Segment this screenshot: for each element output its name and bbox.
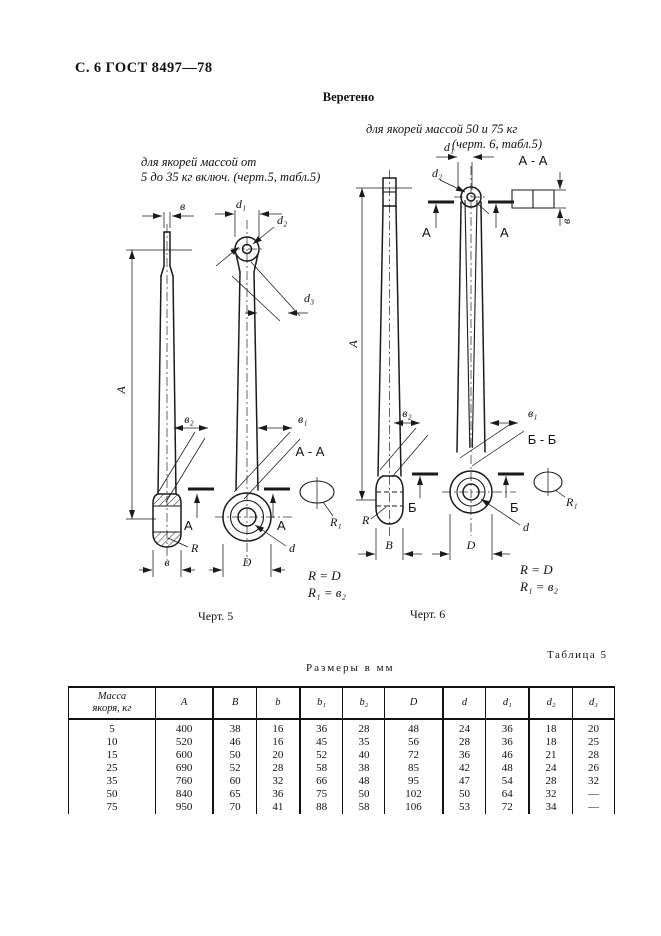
fig5-dim-D: D [242, 555, 252, 569]
table-cell: 15 [106, 749, 118, 761]
fig5-formula-1: R = D [308, 568, 341, 583]
fig5-dim-R1: R₁ [330, 515, 342, 529]
page-header: С. 6 ГОСТ 8497—78 [75, 60, 213, 76]
fig5-section-AA-label: А - А [295, 444, 325, 459]
table-cell: — [572, 788, 614, 801]
table-cell: 16 [256, 719, 299, 736]
table-cell: 60 [213, 775, 256, 788]
figure5-annotation-line1: для якорей массой от [141, 155, 257, 169]
fig5-dim-A: А [114, 386, 128, 394]
figure-5-drawing [112, 192, 362, 627]
table-cell: 48 [343, 775, 385, 788]
table-cell: 28 [343, 719, 385, 736]
table-cell: 50 [343, 788, 385, 801]
fig6-section-arrow-A-right: А [500, 225, 509, 240]
fig6-section-arrow-B-left: Б [408, 500, 417, 515]
fig5-dim-R: R [191, 541, 199, 555]
table-cell: 24 [443, 719, 486, 736]
table-cell: 50 [443, 788, 486, 801]
table-cell: 58 [300, 762, 343, 775]
table-cell: 24 [529, 762, 572, 775]
table-cell: 52 [300, 749, 343, 762]
fig6-dim-v1: в₁ [528, 406, 538, 420]
table-cell: 38 [213, 719, 256, 736]
table-cell: 32 [529, 788, 572, 801]
fig5-dimensions [114, 197, 346, 600]
fig5-dim-v1: в₁ [298, 412, 308, 426]
fig5-dim-d1: d₁ [235, 197, 247, 211]
table-cell: 760 [156, 775, 214, 788]
table-cell: 106 [385, 801, 443, 814]
fig5-dim-v2: в₂ [184, 412, 194, 426]
figure6-annotation-line1: для якорей массой 50 и 75 кг [366, 122, 518, 136]
table-title: Таблица 5 [547, 649, 608, 661]
table-cell: 102 [385, 788, 443, 801]
table-cell: 72 [385, 749, 443, 762]
fig5-section-arrow-A-right: А [277, 518, 286, 533]
fig6-dim-d: d [523, 520, 529, 534]
table-cell: 18 [529, 736, 572, 749]
fig6-dim-B: В [385, 538, 393, 552]
figure-6-drawing [346, 140, 622, 630]
col-header: d₃ [572, 687, 614, 719]
col-header-mass: Масса якоря, кг [69, 687, 156, 719]
fig6-section-BB-label: Б - Б [527, 432, 557, 447]
fig5-formula-2: R₁ = в₂ [308, 585, 346, 600]
fig5-dim-d: d [289, 541, 295, 555]
table-cell: 88 [300, 801, 343, 814]
table-cell: 58 [343, 801, 385, 814]
figure-6-caption: Черт. 6 [410, 607, 446, 621]
table-cell: 56 [385, 736, 443, 749]
col-header: d [443, 687, 486, 719]
fig6-dim-v2: в₂ [402, 406, 412, 420]
table-cell: 95 [385, 775, 443, 788]
table-cell: 38 [343, 762, 385, 775]
table-header-row [69, 687, 615, 719]
table-cell: 690 [156, 762, 214, 775]
table-cell: 20 [256, 749, 299, 762]
table-cell: 75 [106, 801, 118, 813]
table-cell: 36 [300, 719, 343, 736]
table-cell: 70 [213, 801, 256, 814]
fig6-dim-v: в [559, 218, 573, 224]
table-cell: 21 [529, 749, 572, 762]
fig6-section-AA-label: А - А [518, 153, 548, 168]
table-cell: 20 [572, 719, 614, 736]
table-cell: 54 [486, 775, 529, 788]
col-header: b₂ [343, 687, 385, 719]
table-cell: 28 [443, 736, 486, 749]
table-cell: 52 [213, 762, 256, 775]
table-units-note: Размеры в мм [306, 662, 395, 674]
table-cell: 72 [486, 801, 529, 814]
fig5-dim-v-bottom: в [164, 555, 170, 569]
table-cell: 65 [213, 788, 256, 801]
dimensions-table-head [69, 687, 615, 719]
col-header: В [213, 687, 256, 719]
fig6-section-arrow-B-right: Б [510, 500, 519, 515]
table-cell: 520 [156, 736, 214, 749]
dimensions-table-body [69, 719, 615, 814]
fig6-dim-d1: d₁ [443, 140, 455, 154]
table-cell: 42 [443, 762, 486, 775]
table-cell: 36 [256, 788, 299, 801]
col-header: d₁ [486, 687, 529, 719]
col-header: b [256, 687, 299, 719]
table-cell: 41 [256, 801, 299, 814]
table-cell: 46 [486, 749, 529, 762]
table-cell: 5 [109, 723, 115, 735]
table-cell: 46 [213, 736, 256, 749]
table-cell: 34 [529, 801, 572, 814]
table-row [69, 749, 615, 762]
table-cell: 45 [300, 736, 343, 749]
col-header: D [385, 687, 443, 719]
fig6-dim-A: А [346, 340, 360, 348]
figure-5-caption: Черт. 5 [198, 609, 234, 623]
fig6-dim-R1: R₁ [566, 495, 578, 509]
table-row [69, 801, 615, 814]
table-row [69, 736, 615, 749]
fig5-dim-v-top: в [180, 199, 186, 213]
table-cell: 48 [486, 762, 529, 775]
fig6-dim-D: D [466, 538, 476, 552]
col-header: b₁ [300, 687, 343, 719]
table-cell: 400 [156, 719, 214, 736]
col-header: А [156, 687, 214, 719]
fig6-formula-2: R₁ = в₂ [520, 579, 558, 594]
figure6-annotation-line2: (черт. 6, табл.5) [452, 137, 543, 151]
table-cell: 16 [256, 736, 299, 749]
table-cell: 36 [443, 749, 486, 762]
col-header: d₂ [529, 687, 572, 719]
table-cell: 47 [443, 775, 486, 788]
fig5-section-arrow-A-left: А [184, 518, 193, 533]
table-cell: 25 [572, 736, 614, 749]
table-cell: 25 [106, 762, 118, 774]
table-cell: 28 [256, 762, 299, 775]
table-cell: 35 [343, 736, 385, 749]
fig6-dim-R: R [362, 513, 370, 527]
table-row [69, 719, 615, 736]
table-cell: 75 [300, 788, 343, 801]
table-row [69, 788, 615, 801]
fig5-dim-d2: d₂ [277, 213, 288, 227]
fig5-dim-d3: d₃ [304, 291, 315, 305]
fig6-formula-1: R = D [520, 562, 553, 577]
table-cell: 64 [486, 788, 529, 801]
table-cell: 10 [106, 736, 118, 748]
fig6-dim-d2: d₂ [432, 166, 443, 180]
table-cell: 28 [572, 749, 614, 762]
table-cell: 66 [300, 775, 343, 788]
figure5-annotation-line2: 5 до 35 кг включ. (черт.5, табл.5) [141, 170, 321, 184]
table-cell: 35 [106, 775, 118, 787]
table-cell: 840 [156, 788, 214, 801]
table-cell: 50 [213, 749, 256, 762]
table-row [69, 775, 615, 788]
table-cell: 50 [106, 788, 118, 800]
table-cell: 28 [529, 775, 572, 788]
page-title: Веретено [322, 90, 375, 104]
table-cell: 26 [572, 762, 614, 775]
dimensions-table [68, 686, 615, 814]
table-row [69, 762, 615, 775]
fig6-section-arrow-A-left: А [422, 225, 431, 240]
table-cell: 85 [385, 762, 443, 775]
table-cell: 53 [443, 801, 486, 814]
table-cell: 950 [156, 801, 214, 814]
table-cell: 48 [385, 719, 443, 736]
table-cell: 40 [343, 749, 385, 762]
table-cell: 600 [156, 749, 214, 762]
table-cell: 36 [486, 719, 529, 736]
table-cell: 36 [486, 736, 529, 749]
figure5-annotation [141, 155, 320, 185]
table-cell: 32 [256, 775, 299, 788]
table-cell: 32 [572, 775, 614, 788]
table-cell: — [572, 801, 614, 814]
table-cell: 18 [529, 719, 572, 736]
